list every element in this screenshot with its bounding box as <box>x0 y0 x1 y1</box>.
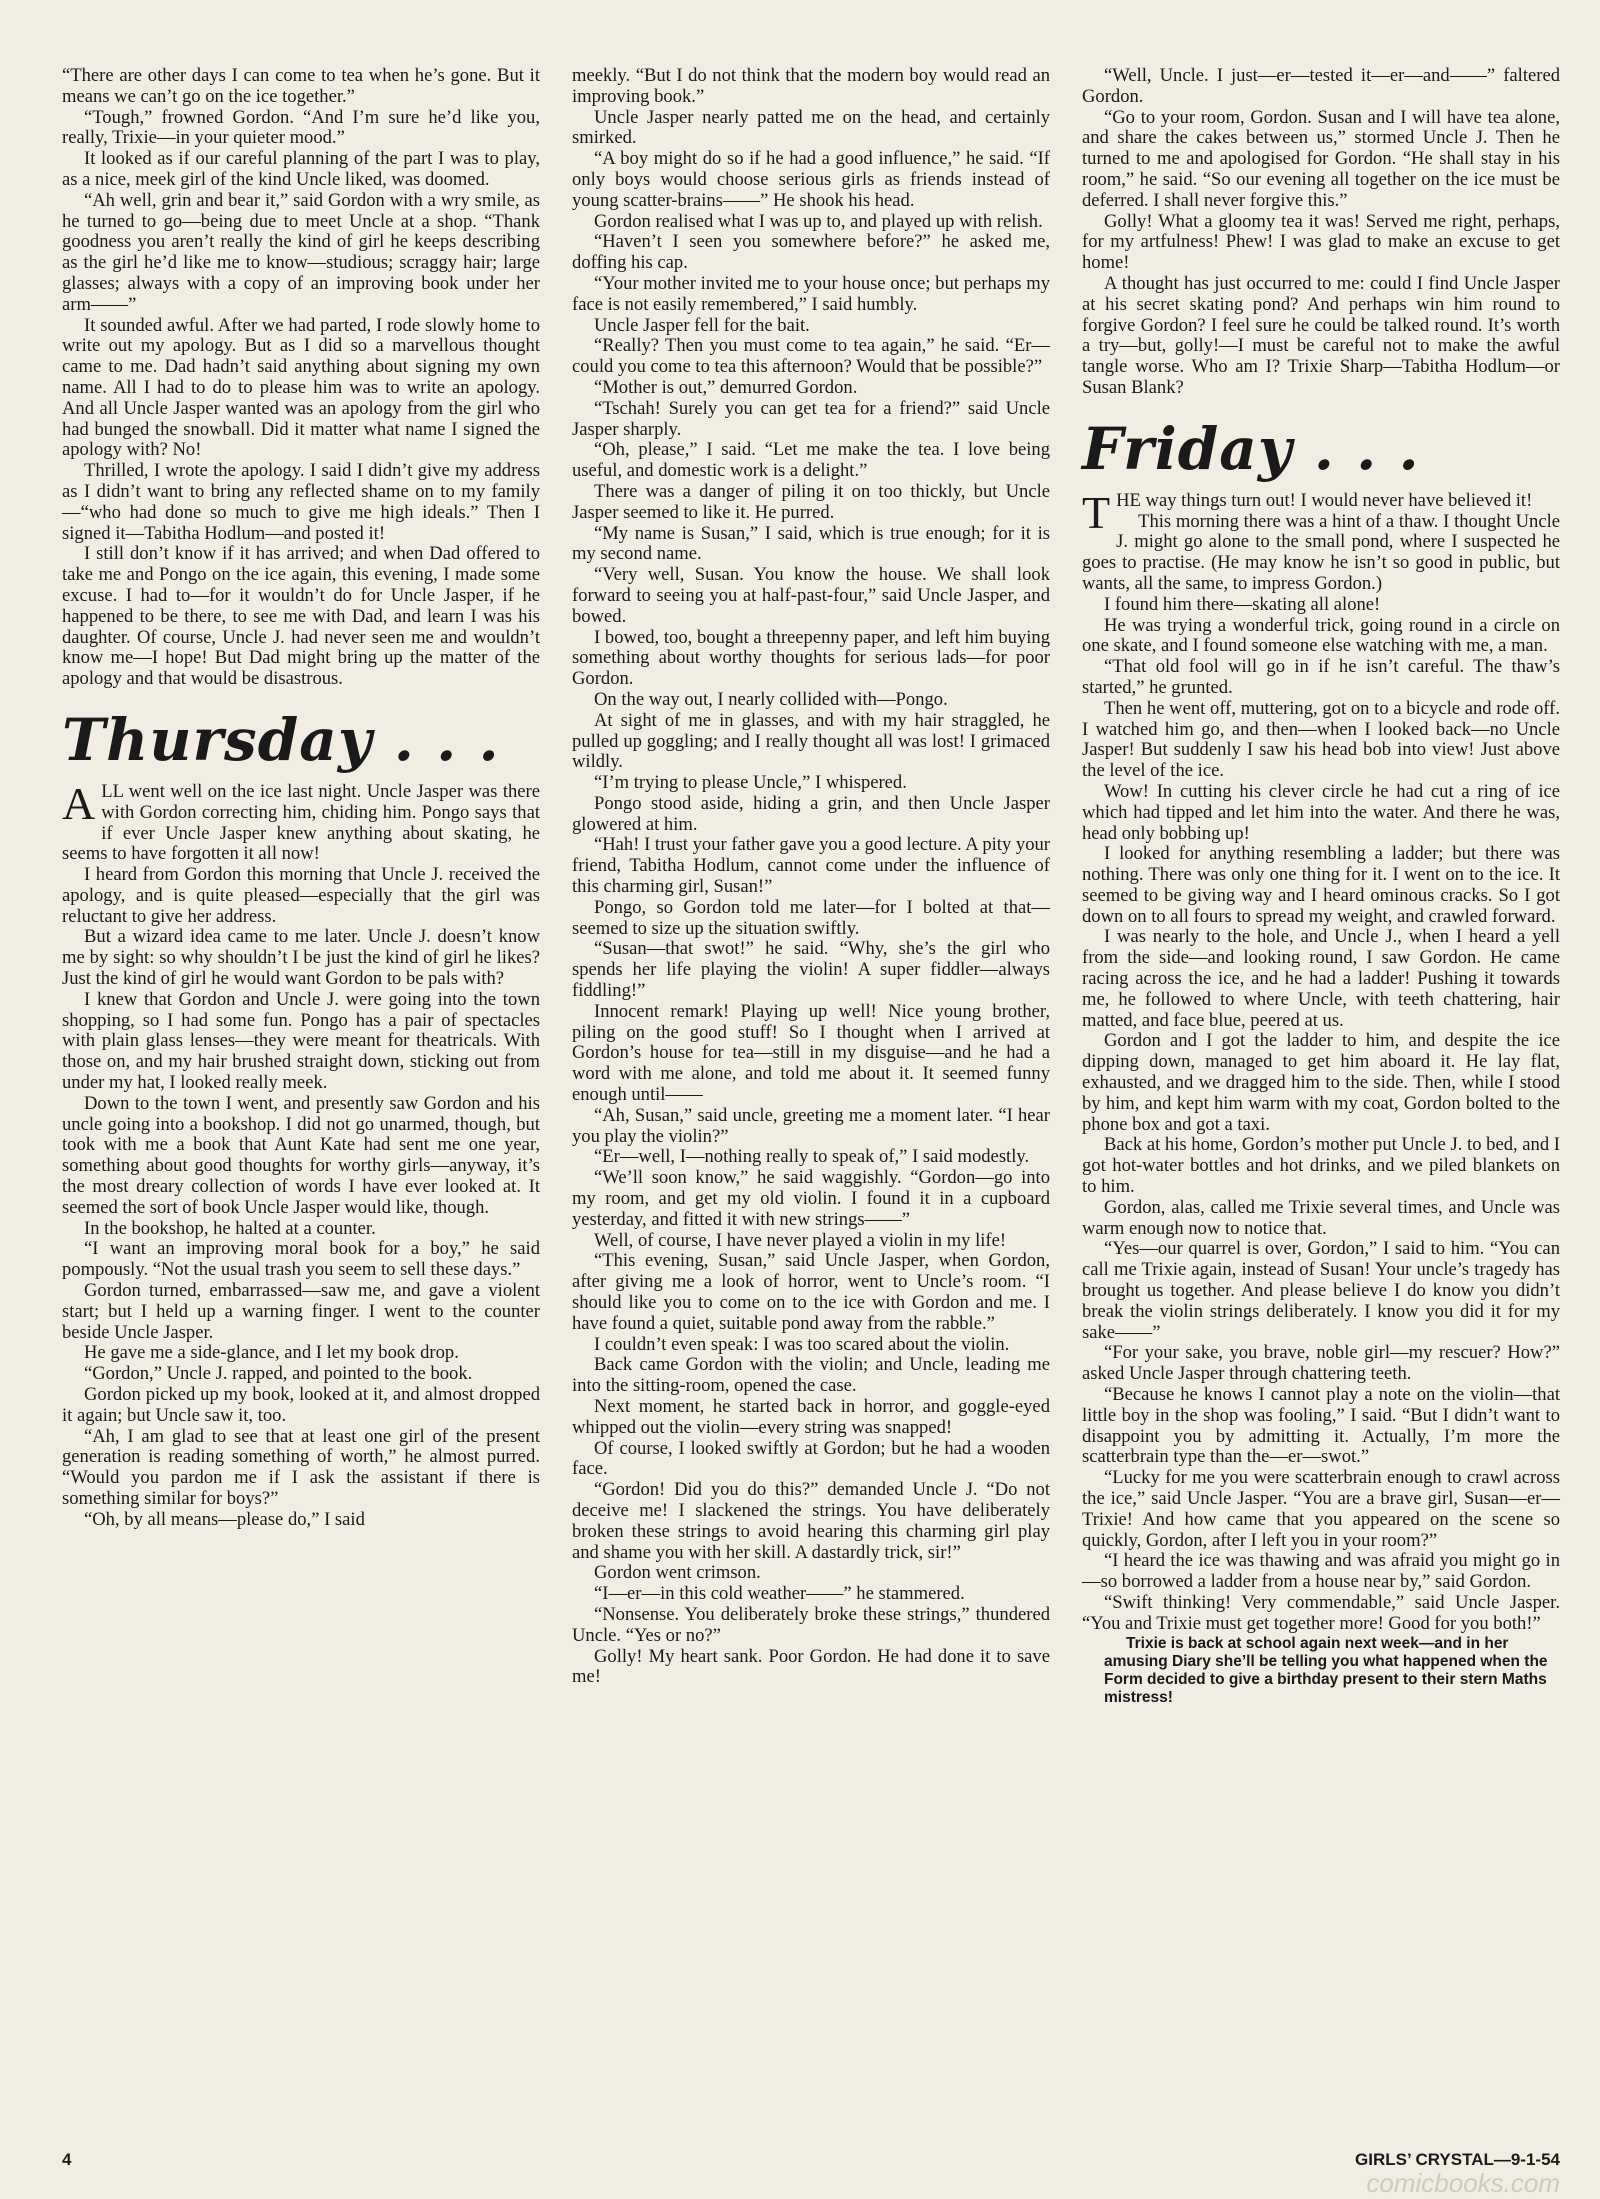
paragraph: Golly! My heart sank. Poor Gordon. He had done it to save me! <box>572 1645 1050 1688</box>
paragraph: “Oh, please,” I said. “Let me make the tea. I love being useful, and domestic work is a delight.” <box>572 439 1050 482</box>
paragraph: “Swift thinking! Very commendable,” said Uncle Jasper. “You and Trixie must get together more! Good for you both!” <box>1082 1591 1560 1634</box>
paragraph: “I want an improving moral book for a boy,” he said pompously. “Not the usual trash you seem to sell these days.” <box>62 1238 540 1281</box>
text-columns <box>62 66 1560 1707</box>
paragraph: Then he went off, muttering, got on to a bicycle and rode off. I watched him go, and then—when I looked back—no Uncle Jasper! But suddenly I saw his head bob into view! Just above the level of the ice. <box>1082 697 1560 782</box>
paragraph: “Oh, by all means—please do,” I said <box>84 1508 365 1530</box>
paragraph: Innocent remark! Playing up well! Nice young brother, piling on the good stuff! So I thought when I arrived at Gordon’s house for tea—still in my disguise—and he had a word with me alone, and told me about it. It seemed funny enough until—— <box>572 1000 1050 1106</box>
paragraph: “This evening, Susan,” said Uncle Jasper, when Gordon, after giving me a look of horror, went to Uncle’s room. “I should like you to come on to the ice with Gordon and me. I have found a quiet, suitable pond away from the rabble.” <box>572 1250 1050 1334</box>
paragraph: Gordon and I got the ladder to him, and despite the ice dipping down, managed to get him aboard it. He lay flat, exhausted, and we dragged him to the side. Then, while I stood by him, and kept him warm with my coat, Gordon bolted to the phone box and got a taxi. <box>1082 1030 1560 1135</box>
paragraph: Next moment, he started back in horror, and goggle-eyed whipped out the violin—every string was snapped! <box>572 1396 1050 1438</box>
paragraph: Uncle Jasper fell for the bait. <box>594 314 810 336</box>
paragraph: “Mother is out,” demurred Gordon. <box>594 376 858 398</box>
paragraph: “Hah! I trust your father gave you a good lecture. A pity your friend, Tabitha Hodlum, cannot come under the influence of this charming girl, Susan!” <box>572 834 1050 898</box>
paragraph: “Gordon! Did you do this?” demanded Uncle J. “Do not deceive me! I slackened the strings. You have deliberately broken these strings to avoid hearing this charming girl play and shame you with her skill. A dastardly trick, sir!” <box>572 1479 1050 1563</box>
paragraph: Well, of course, I have never played a violin in my life! <box>594 1229 1007 1251</box>
paragraph: Back at his home, Gordon’s mother put Uncle J. to bed, and I got hot-water bottles and hot drinks, and we piled blankets on to him. <box>1082 1134 1560 1198</box>
column-1 <box>62 66 540 1707</box>
paragraph: “Ah, I am glad to see that at least one girl of the present generation is reading something of worth,” he almost purred. “Would you pardon me if I ask the assistant if there is something similar for boys?” <box>62 1425 540 1509</box>
paragraph: There was a danger of piling it on too thickly, but Uncle Jasper seemed to like it. He purred. <box>572 480 1050 523</box>
paragraph: A thought has just occurred to me: could I find Uncle Jasper at his secret skating pond? And perhaps win him round to forgive Gordon? I feel sure he could be talked round. It’s worth a try—but, golly!—I must be careful not to make the awful tangle worse. Who am I? Trixie Sharp—Tabitha Hodlum—or Susan Blank? <box>1082 272 1560 398</box>
paragraph: “Because he knows I cannot play a note on the violin—that little boy in the shop was fooling,” I said. “But I didn’t want to disappoint you by admitting it. Actually, I’m more the scatterbrain type than the—er—swot.” <box>1082 1384 1560 1468</box>
paragraph: This morning there was a hint of a thaw. I thought Uncle J. might go alone to the small pond, where I suspected he goes to practise. (He may know he isn’t so good in public, but wants, all the same, to impress Gordon.) <box>1082 510 1560 594</box>
paragraph: Pongo stood aside, hiding a grin, and then Uncle Jasper glowered at him. <box>572 792 1050 835</box>
watermark: comicbooks.com <box>1366 2168 1560 2198</box>
paragraph: “Tough,” frowned Gordon. “And I’m sure he’d like you, really, Trixie—in your quieter mood.” <box>62 106 540 149</box>
paragraph: Gordon went crimson. <box>594 1562 761 1584</box>
paragraph: Golly! What a gloomy tea it was! Served me right, perhaps, for my artfulness! Phew! I was glad to make an excuse to get home! <box>1082 210 1560 274</box>
drop-cap: A <box>62 777 96 829</box>
opening-text: HE way things turn out! I would never have believed it! <box>1116 489 1533 511</box>
paragraph: “Very well, Susan. You know the house. We shall look forward to seeing you at half-past-four,” said Uncle Jasper, and bowed. <box>572 564 1050 627</box>
paragraph: I heard from Gordon this morning that Uncle J. received the apology, and is quite pleased—especially that the girl was reluctant to give her address. <box>62 864 540 927</box>
paragraph: Pongo, so Gordon told me later—for I bolted at that—seemed to size up the situation swiftly. <box>572 896 1050 939</box>
opening-text: LL went well on the ice last night. Uncle Jasper was there with Gordon correcting him, chiding him. Pongo says that if ever Uncle Jasper knew anything about skating, he seems to have forgotten it all now! <box>62 780 540 865</box>
paragraph: “For your sake, you brave, noble girl—my rescuer? How?” asked Uncle Jasper through chattering teeth. <box>1082 1342 1560 1385</box>
paragraph: “I heard the ice was thawing and was afraid you might go in—so borrowed a ladder from a house near by,” said Gordon. <box>1082 1550 1560 1593</box>
paragraph: “Nonsense. You deliberately broke these strings,” thundered Uncle. “Yes or no?” <box>572 1603 1050 1646</box>
opening-paragraph <box>62 777 540 865</box>
paragraph: “A boy might do so if he had a good influence,” he said. “If only boys would choose serious girls as friends instead of young scatter-brains——” He shook his head. <box>572 148 1050 211</box>
paragraph: “Yes—our quarrel is over, Gordon,” I said to him. “You can call me Trixie again, instead of Susan! Your uncle’s tragedy has brought us together. And please believe I do know you didn’t break the violin strings deliberately. I know you did it for my sake——” <box>1082 1238 1560 1343</box>
page-footer <box>62 2150 1560 2170</box>
paragraph: I looked for anything resembling a ladder; but there was nothing. There was only one thing for it. I went on to the ice. It seemed to be giving way and I heard ominous cracks. So I got down on to all fours to spread my weight, and crawled forward. <box>1082 843 1560 927</box>
paragraph: “I’m trying to please Uncle,” I whispered. <box>594 772 907 794</box>
day-heading: Thursday . . . <box>62 705 500 774</box>
paragraph: It looked as if our careful planning of the part I was to play, as a nice, meek girl of the kind Uncle liked, was doomed. <box>62 148 540 190</box>
paragraph: Thrilled, I wrote the apology. I said I didn’t give my address as I didn’t want to bring any reflected shame on to my family—“who had done so much to give me high ideals.” Then I signed it—Tabitha Hodlum—and posted it! <box>62 460 540 544</box>
paragraph: At sight of me in glasses, and with my hair straggled, he pulled up goggling; and I really thought all was lost! I grimaced wildly. <box>572 709 1050 773</box>
paragraph: Gordon picked up my book, looked at it, and almost dropped it again; but Uncle saw it, too. <box>62 1384 540 1426</box>
paragraph: “Gordon,” Uncle J. rapped, and pointed to the book. <box>84 1363 473 1385</box>
paragraph: But a wizard idea came to me later. Uncle J. doesn’t know me by sight: so why shouldn’t I be just the kind of girl he likes? Just the kind of girl he would want Gordon to be pals with? <box>62 926 540 990</box>
paragraph: “Tschah! Surely you can get tea for a friend?” said Uncle Jasper sharply. <box>572 397 1050 440</box>
drop-cap: T <box>1082 486 1111 538</box>
paragraph: “We’ll soon know,” he said waggishly. “Gordon—go into my room, and get my old violin. I found it in a cupboard yesterday, and fitted it with new strings——” <box>572 1167 1050 1230</box>
day-heading: Friday . . . <box>1082 414 1420 483</box>
paragraph: “Susan—that swot!” he said. “Why, she’s the girl who spends her life playing the violin! A super fiddler—always fiddling!” <box>572 938 1050 1002</box>
paragraph: Wow! In cutting his clever circle he had cut a ring of ice which had tipped and let him into the water. And there he was, head only bobbing up! <box>1082 780 1560 844</box>
paragraph: “Er—well, I—nothing really to speak of,” I said modestly. <box>594 1146 1030 1168</box>
paragraph: “Your mother invited me to your house once; but perhaps my face is not easily remembered,” I said humbly. <box>572 272 1050 315</box>
paragraph: “That old fool will go in if he isn’t careful. The thaw’s started,” he grunted. <box>1082 656 1560 698</box>
paragraph: I couldn’t even speak: I was too scared about the violin. <box>594 1333 1010 1355</box>
paragraph: On the way out, I nearly collided with—Pongo. <box>594 688 948 710</box>
paragraph: Back came Gordon with the violin; and Uncle, leading me into the sitting-room, opened the case. <box>572 1354 1050 1397</box>
paragraph: Uncle Jasper nearly patted me on the head, and certainly smirked. <box>572 106 1050 149</box>
paragraph: I knew that Gordon and Uncle J. were going into the town shopping, so I had some fun. Pongo has a pair of spectacles with plain glass lenses—they were meant for theatricals. With those on, and my hair brushed straight down, sticking out from under my hat, I looked really meek. <box>62 988 540 1094</box>
paragraph: “Ah, Susan,” said uncle, greeting me a moment later. “I hear you play the violin?” <box>572 1104 1050 1147</box>
next-week-note: Trixie is back at school again next week—and in her amusing Diary she’ll be telling you what happened when the Form decided to give a birthday present to their stern Maths mistress! <box>1104 1634 1548 1706</box>
paragraph: “Really? Then you must come to tea again,” he said. “Er—could you come to tea this afternoon? Would that be possible?” <box>572 335 1050 378</box>
paragraph: Gordon, alas, called me Trixie several times, and Uncle was warm enough now to notice that. <box>1082 1196 1560 1239</box>
publication-line: GIRLS’ CRYSTAL—9-1-54 <box>1355 2150 1560 2169</box>
paragraph: I found him there—skating all alone! <box>1104 593 1381 615</box>
column-3 <box>1082 66 1560 1707</box>
paragraph: “Lucky for me you were scatterbrain enough to crawl across the ice,” said Uncle Jasper. “You are a brave girl, Susan—er—Trixie! And how came that you appeared on the scene so quickly, Gordon, after I left you in your room?” <box>1082 1467 1560 1551</box>
opening-paragraph <box>1082 486 1560 538</box>
paragraph: “There are other days I can come to tea when he’s gone. But it means we can’t go on the ice together.” <box>62 65 540 107</box>
paragraph: Gordon realised what I was up to, and played up with relish. <box>594 210 1043 232</box>
paragraph: meekly. “But I do not think that the modern boy would read an improving book.” <box>572 65 1050 107</box>
paragraph: Gordon turned, embarrassed—saw me, and gave a violent start; but I held up a warning finger. I went to the counter beside Uncle Jasper. <box>62 1280 540 1343</box>
page-number: 4 <box>62 2150 72 2169</box>
paragraph: He was trying a wonderful trick, going round in a circle on one skate, and I found someone else watching with me, a man. <box>1082 614 1560 657</box>
paragraph: “Go to your room, Gordon. Susan and I will have tea alone, and share the cakes between us,” stormed Uncle J. Then he turned to me and apologised for Gordon. “He shall stay in his room,” he said. “So our evening all together on the ice must be deferred. I shall never forgive this.” <box>1082 106 1560 211</box>
paragraph: “Ah well, grin and bear it,” said Gordon with a wry smile, as he turned to go—being due to meet Uncle at a shop. “Thank goodness you aren’t really the kind of girl he keeps describing as the girl he’d like me to know—studious; scraggy hair; large glasses; always with a copy of an improving book under her arm——” <box>62 189 540 315</box>
paragraph: “I—er—in this cold weather——” he stammered. <box>594 1583 965 1605</box>
paragraph: In the bookshop, he halted at a counter. <box>84 1217 376 1239</box>
paragraph: He gave me a side-glance, and I let my book drop. <box>84 1342 459 1364</box>
column-2 <box>572 66 1050 1707</box>
paragraph: I still don’t know if it has arrived; and when Dad offered to take me and Pongo on the ice again, this evening, I made some excuse. I had to—for it wouldn’t do for Uncle Jasper, if he happened to be there, to see me with Dad, and learn I was his daughter. Of course, Uncle J. had never seen me and wouldn’t know me—I hope! But Dad might bring up the matter of the apology and that would be disastrous. <box>62 543 540 690</box>
paragraph: I bowed, too, bought a threepenny paper, and left him buying something about worthy thoughts for serious lads—for poor Gordon. <box>572 626 1050 690</box>
paragraph: “Haven’t I seen you somewhere before?” he asked me, doffing his cap. <box>572 231 1050 274</box>
paragraph: I was nearly to the hole, and Uncle J., when I heard a yell from the side—and looking round, I saw Gordon. He came racing across the ice, and he had a ladder! Pushing it towards me, he followed to where Uncle, with teeth chattering, hair matted, and face blue, peered at us. <box>1082 926 1560 1031</box>
paragraph: “Well, Uncle. I just—er—tested it—er—and——” faltered Gordon. <box>1082 65 1560 107</box>
paragraph: Down to the town I went, and presently saw Gordon and his uncle going into a bookshop. I did not go unarmed, though, but took with me a book that Aunt Kate had sent me one year, something about good thoughts for worthy girls—anyway, it’s the most dreary collection of words I have ever looked at. It seemed the sort of book Uncle Jasper would like, though. <box>62 1092 540 1218</box>
paragraph: It sounded awful. After we had parted, I rode slowly home to write out my apology. But as I did so a marvellous thought came to me. Dad hadn’t said anything about signing my own name. All I had to do to please him was to write an apology. And all Uncle Jasper wanted was an apology from the girl who had bunged the snowball. Did it matter what name I signed the apology with? No! <box>62 314 540 461</box>
paragraph: “My name is Susan,” I said, which is true enough; for it is my second name. <box>572 522 1050 565</box>
paragraph: Of course, I looked swiftly at Gordon; but he had a wooden face. <box>572 1437 1050 1480</box>
